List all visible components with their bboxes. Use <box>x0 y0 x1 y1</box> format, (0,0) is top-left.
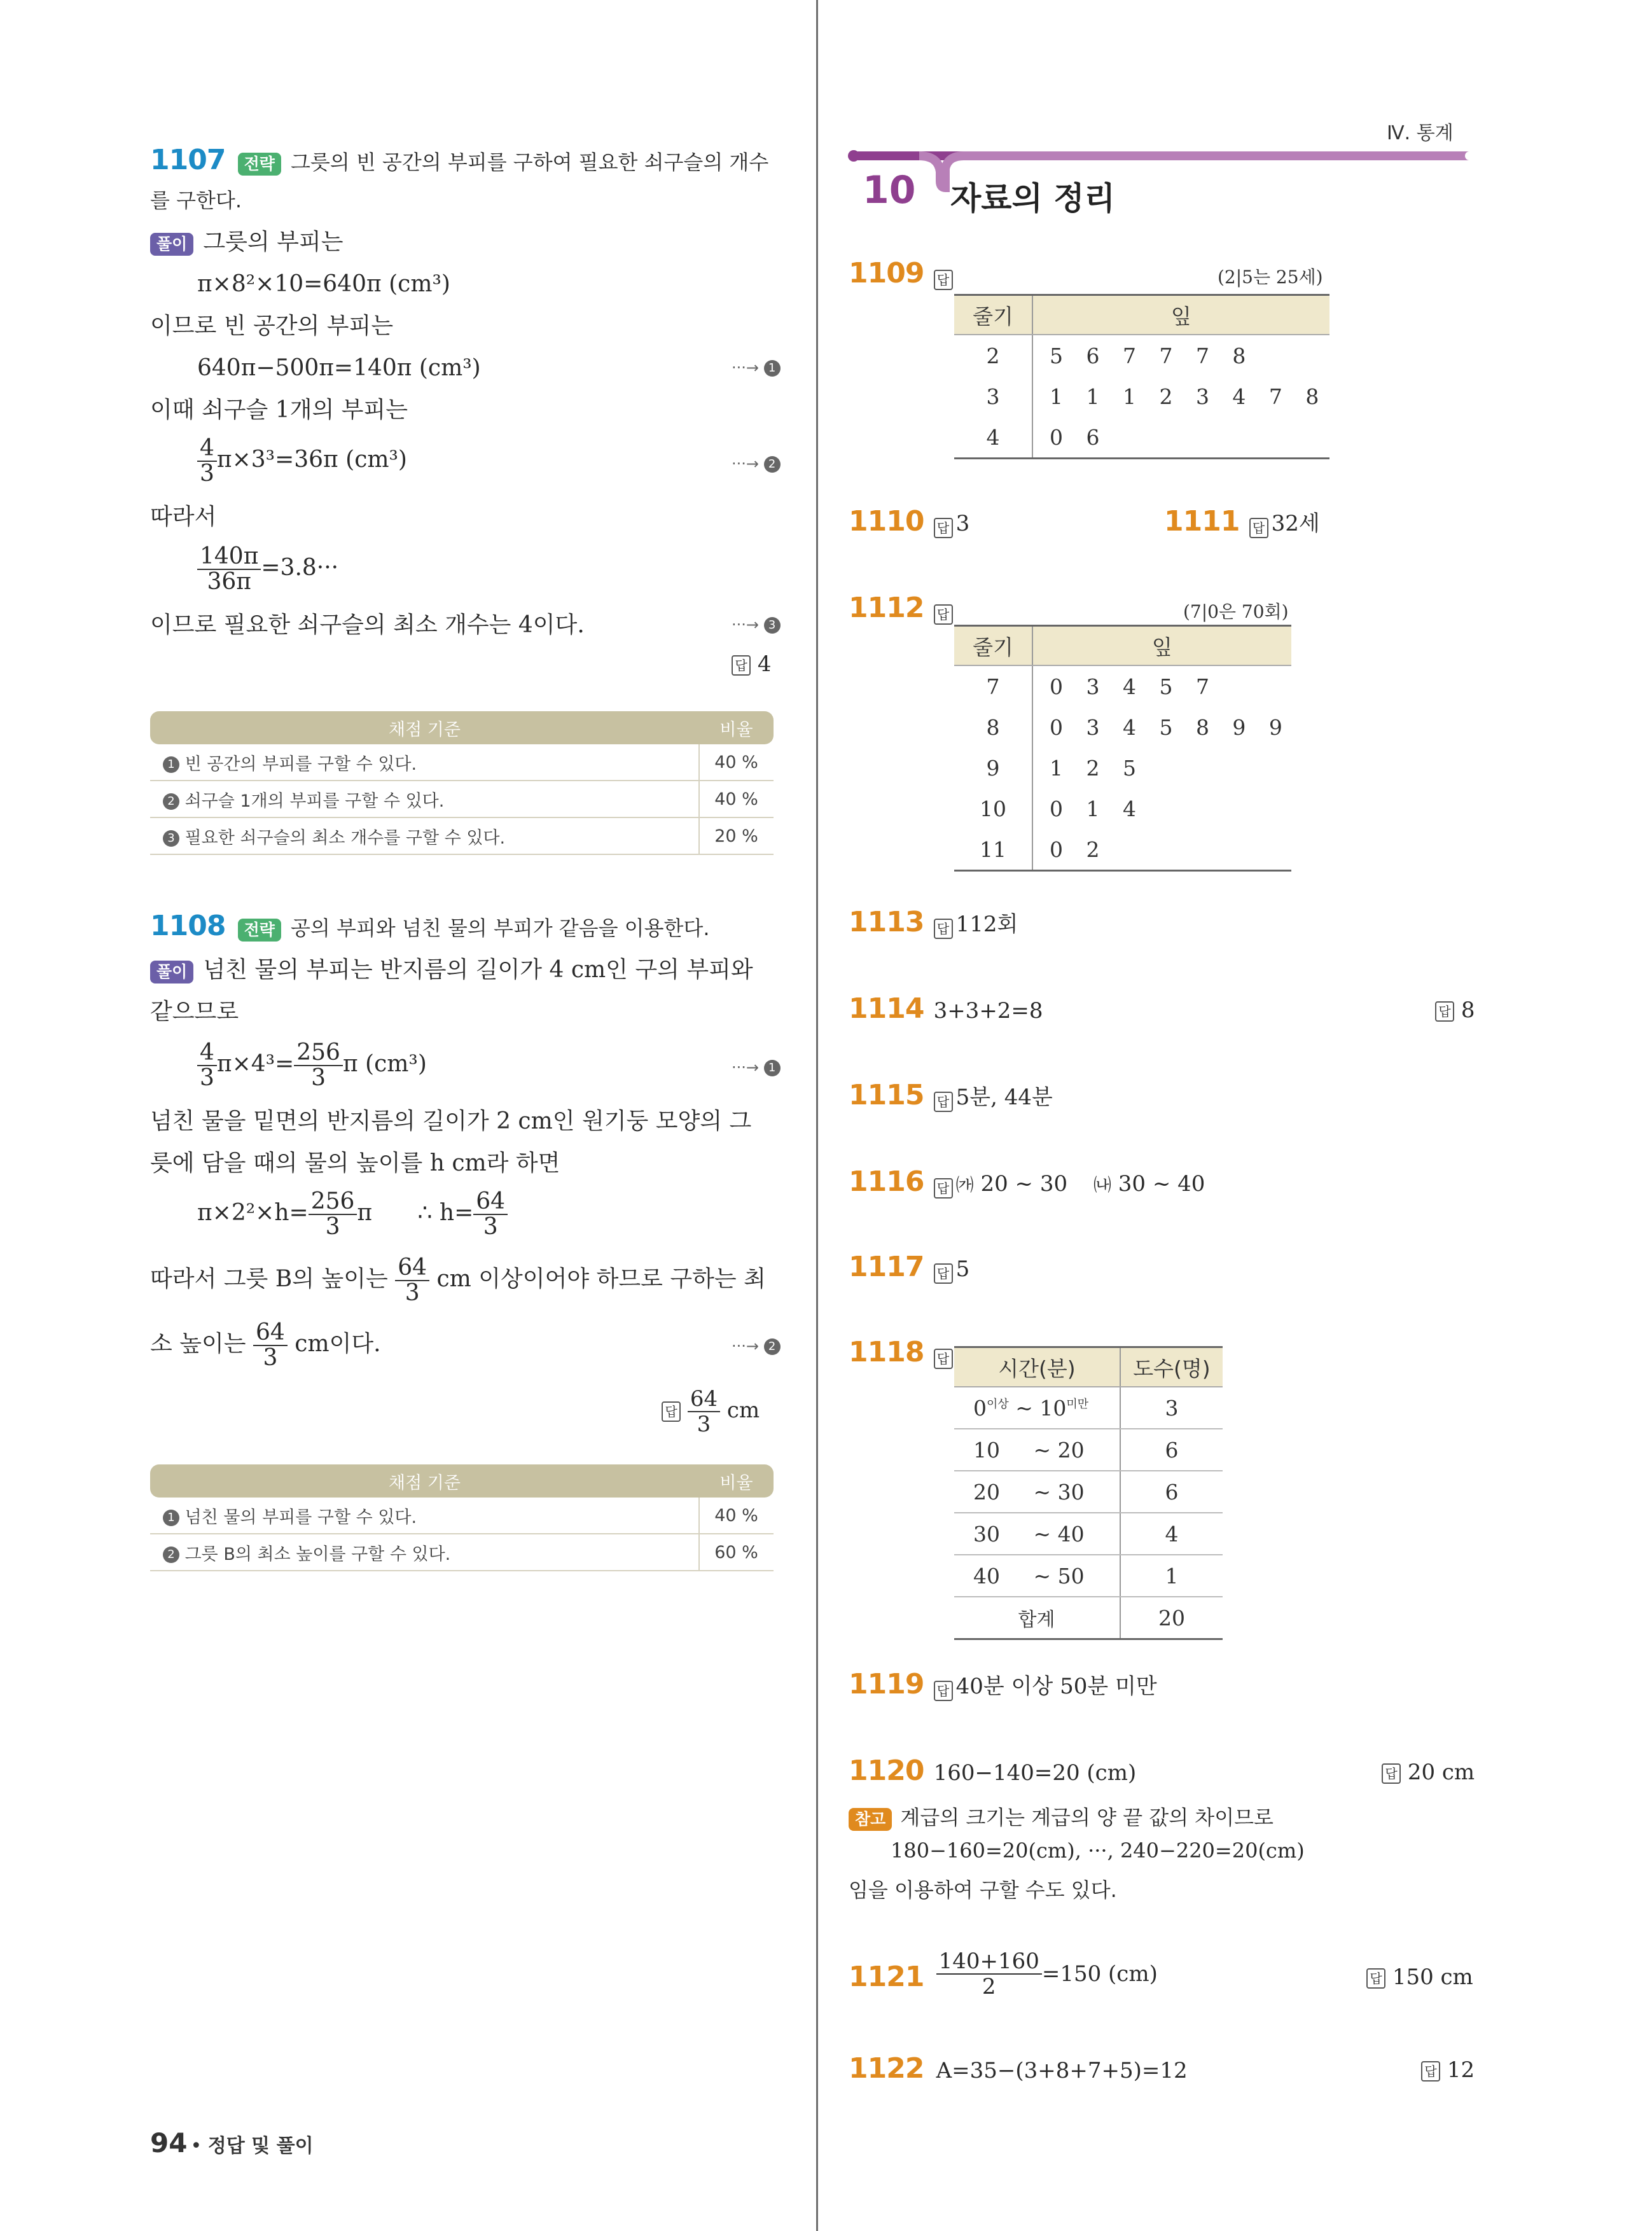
answer-icon: 답 <box>934 1178 953 1199</box>
problem-1116: 1116 답 ㈎ 20 ~ 30 ㈏ 30 ~ 40 <box>849 1165 1205 1198</box>
step-marker-1: ···→ 1 <box>732 359 781 377</box>
chapter-title: 자료의 정리 <box>950 180 1115 217</box>
solution-text: 넘친 물을 밑면의 반지름의 길이가 2 cm인 원기둥 모양의 그 <box>150 1108 752 1134</box>
problem-number: 1107 <box>150 144 226 176</box>
problem-number: 1115 <box>849 1079 924 1111</box>
problem-number: 1114 <box>849 992 924 1025</box>
equation: $\frac{140\pi}{36\pi}$ =3.8··· <box>197 545 338 594</box>
problem-number: 1116 <box>849 1165 924 1198</box>
problem-number: 1117 <box>849 1251 924 1283</box>
frequency-table-1118: 시간(분) 도수(명) $0^{이상}$ ~ $10^{미만}$ 3 10 ~ 20 6 20 ~ 30 6 30 ~ 40 4 40 ~ 50 1 합계 20 <box>954 1346 1223 1640</box>
answer-icon: 답 <box>662 1401 681 1422</box>
problem-1108-strategy <box>150 910 786 942</box>
equation: $\frac{4}{3}$ π×4³= $\frac{256}{3}$ π (cm³) <box>197 1041 427 1090</box>
answer-icon: 답 <box>934 604 953 625</box>
stem-leaf-note: (2|5는 25세) <box>1218 267 1323 288</box>
problem-1114: 1114 3+3+2=8 <box>849 992 1043 1025</box>
equation: π×8²×10=640π (cm³) <box>197 271 450 297</box>
answer-icon: 답 <box>1435 1001 1454 1022</box>
answer-icon: 답 <box>934 270 953 290</box>
scoring-table-1108: 채점 기준 비율 1 넘친 물의 부피를 구할 수 있다. 40 % 2 그릇 B의 최소 높이를 구할 수 있다. 60 % <box>150 1464 774 1571</box>
solution-text: 이므로 빈 공간의 부피는 <box>150 313 394 339</box>
strategy-tag: 전략 <box>238 153 281 176</box>
strategy-tag: 전략 <box>238 919 281 942</box>
solution-text: 같으므로 <box>150 999 239 1025</box>
answer-icon: 답 <box>934 1092 953 1112</box>
answer-icon: 답 <box>934 919 953 939</box>
problem-number: 1118 <box>849 1336 924 1368</box>
solution-text: 그릇의 부피는 <box>203 229 344 255</box>
problem-1122: 1122 A=35−(3+8+7+5)=12 <box>849 2052 1188 2085</box>
problem-1111: 1111 답 32세 <box>1164 505 1320 538</box>
strategy-text-cont: 를 구한다. <box>150 188 242 212</box>
solution-text: 릇에 담을 때의 물의 높이를 h cm라 하면 <box>150 1150 560 1176</box>
problem-number: 1113 <box>849 906 924 938</box>
solution-text: 이때 쇠구슬 1개의 부피는 <box>150 397 408 423</box>
solution-text: 따라서 그릇 B의 높이는 $\frac{64}{3}$ cm 이상이어야 하므로 구하는 최 <box>150 1255 766 1306</box>
chapter-banner <box>846 143 1482 200</box>
problem-1121: 1121 $\frac{140+160}{2}$ =150 (cm) <box>849 1949 1158 1999</box>
page-number: 94 <box>150 2127 188 2158</box>
chapter-number: 10 <box>863 168 916 212</box>
problem-number: 1122 <box>849 2052 924 2085</box>
solution-tag: 풀이 <box>150 233 193 256</box>
note-line: 참고 계급의 크기는 계급의 양 끝 값의 차이므로 <box>849 1802 1274 1831</box>
answer: 답 20 cm <box>1382 1758 1475 1786</box>
answer-icon: 답 <box>732 655 751 676</box>
answer-icon: 답 <box>1249 518 1268 538</box>
answer: 답 4 <box>732 650 771 678</box>
solution-text: 소 높이는 $\frac{64}{3}$ cm이다. <box>150 1319 381 1371</box>
problem-number: 1120 <box>849 1755 924 1787</box>
answer-icon: 답 <box>934 1681 953 1701</box>
strategy-text: 공의 부피와 넘친 물의 부피가 같음을 이용한다. <box>290 916 710 940</box>
solution-line: 풀이 넘친 물의 부피는 반지름의 길이가 4 cm인 구의 부피와 <box>150 956 753 985</box>
problem-1117: 1117 답 5 <box>849 1251 970 1283</box>
note-equation: 180−160=20(cm), ···, 240−220=20(cm) <box>891 1838 1305 1863</box>
answer-icon: 답 <box>934 1263 953 1284</box>
problem-number: 1112 <box>849 592 924 624</box>
problem-1118 <box>849 1336 953 1369</box>
problem-1112 <box>849 592 953 625</box>
equation: 640π−500π=140π (cm³) <box>197 355 481 381</box>
problem-1110: 1110 답 3 <box>849 505 970 538</box>
problem-1109 <box>849 257 953 290</box>
answer-icon: 답 <box>934 518 953 538</box>
solution-tag: 풀이 <box>150 961 193 983</box>
equation: π×2²×h= $\frac{256}{3}$ π ∴ h= $\frac{64}{3}$ <box>197 1190 508 1239</box>
footer-label: 정답 및 풀이 <box>207 2135 314 2157</box>
answer-icon: 답 <box>1421 2061 1440 2082</box>
stem-leaf-table-1109: 줄기 잎 2 5 6 7 7 7 8 3 1 1 1 2 3 4 7 8 4 0 6 <box>954 294 1329 459</box>
section-label: Ⅳ. 통계 <box>1387 122 1454 144</box>
scoring-table-1107: 채점 기준 비율 1 빈 공간의 부피를 구할 수 있다. 40 % 2 쇠구슬 1개의 부피를 구할 수 있다. 40 % 3 필요한 쇠구슬의 최소 개수를 구할 수 있다. 20 % <box>150 711 774 855</box>
step-marker-2: ···→ 2 <box>732 455 781 473</box>
answer-icon: 답 <box>934 1349 953 1369</box>
answer: 답 8 <box>1435 996 1475 1024</box>
note-text: 임을 이용하여 구할 수도 있다. <box>849 1878 1117 1902</box>
problem-number: 1108 <box>150 910 226 942</box>
problem-1119: 1119 답 40분 이상 50분 미만 <box>849 1668 1157 1700</box>
answer: 답 $\frac{64}{3}$ cm <box>662 1387 760 1436</box>
problem-1113: 1113 답 112회 <box>849 906 1018 938</box>
problem-1120: 1120 160−140=20 (cm) <box>849 1755 1137 1787</box>
step-marker-3: ···→ 3 <box>732 616 781 634</box>
page-divider <box>816 0 818 2231</box>
stem-leaf-note: (7|0은 70회) <box>1183 601 1289 622</box>
solution-line <box>150 228 344 257</box>
problem-number: 1119 <box>849 1668 924 1700</box>
note-tag: 참고 <box>849 1808 892 1831</box>
answer-icon: 답 <box>1382 1763 1401 1784</box>
problem-number: 1110 <box>849 505 924 538</box>
answer: 답 150 cm <box>1366 1963 1473 1991</box>
problem-number: 1121 <box>849 1961 924 1993</box>
stem-leaf-table-1112: 줄기 잎 7 0 3 4 5 7 8 0 3 4 5 8 9 9 9 1 2 5 10 0 1 4 11 0 2 <box>954 625 1291 872</box>
step-marker-2: ···→ 2 <box>732 1337 781 1355</box>
strategy-text: 그릇의 빈 공간의 부피를 구하여 필요한 쇠구슬의 개수 <box>290 150 769 174</box>
problem-1115: 1115 답 5분, 44분 <box>849 1079 1053 1111</box>
problem-number: 1111 <box>1164 505 1240 538</box>
equation: $\frac{4}{3}$ π×3³=36π (cm³) <box>197 436 407 486</box>
page-footer: 94 • 정답 및 풀이 <box>150 2127 314 2158</box>
answer: 답 12 <box>1421 2056 1475 2084</box>
problem-number: 1109 <box>849 257 924 289</box>
answer-icon: 답 <box>1366 1968 1385 1989</box>
solution-text: 이므로 필요한 쇠구슬의 최소 개수는 4이다. <box>150 612 585 638</box>
solution-text: 따라서 <box>150 504 217 530</box>
problem-1107-strategy <box>150 144 786 176</box>
step-marker-1: ···→ 1 <box>732 1059 781 1076</box>
